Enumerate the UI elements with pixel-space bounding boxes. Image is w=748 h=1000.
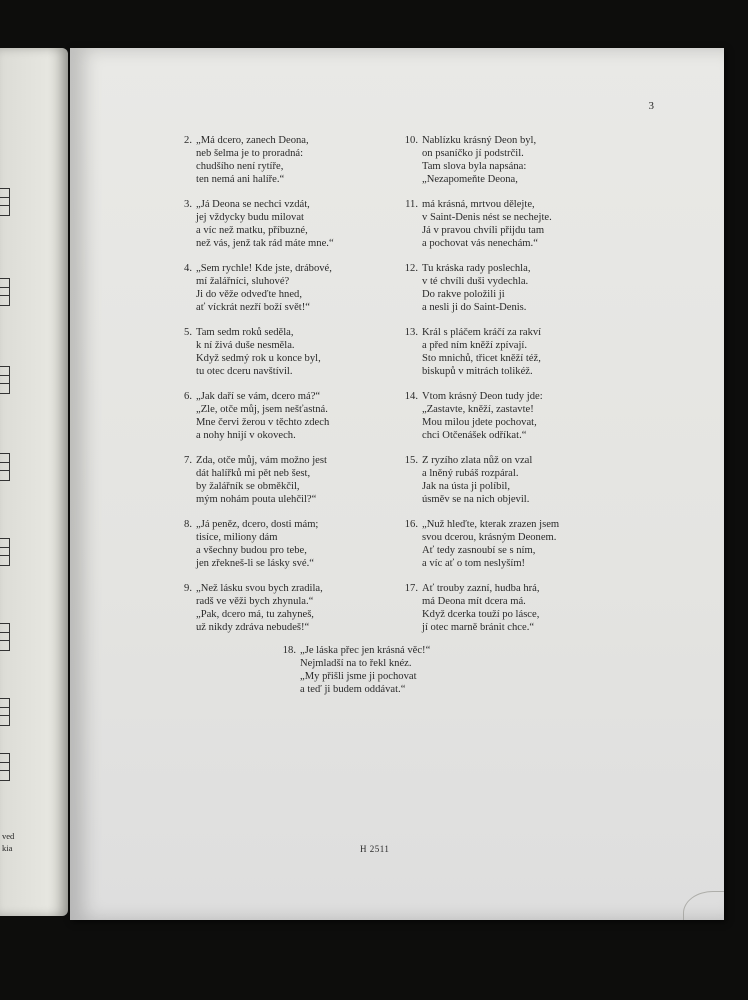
stanza-number: 4.: [184, 263, 192, 274]
stanza-number: 12.: [404, 263, 418, 274]
stanza-number: 6.: [184, 391, 192, 402]
left-page-edge: [0, 48, 68, 916]
stanza-number: 10.: [404, 135, 418, 146]
stanza-number: 2.: [184, 135, 192, 146]
stanza-number: 17.: [404, 583, 418, 594]
stanza-number: 13.: [404, 327, 418, 338]
music-staff-fragment: [0, 188, 10, 216]
stanza-number: 8.: [184, 519, 192, 530]
catalog-code: H 2511: [360, 844, 390, 854]
music-staff-fragment: [0, 538, 10, 566]
stanza-number: 3.: [184, 199, 192, 210]
page-number: 3: [648, 100, 654, 112]
left-page-text: ved kia: [2, 831, 15, 853]
music-staff-fragment: [0, 698, 10, 726]
music-staff-fragment: [0, 623, 10, 651]
stanza-number: 15.: [404, 455, 418, 466]
music-staff-fragment: [0, 278, 10, 306]
stanza-number: 16.: [404, 519, 418, 530]
stanza-number: 18.: [282, 645, 296, 656]
music-staff-fragment: [0, 453, 10, 481]
stanza-number: 5.: [184, 327, 192, 338]
page-corner: [683, 891, 724, 920]
music-staff-fragment: [0, 366, 10, 394]
stanza-number: 7.: [184, 455, 192, 466]
document-page: 3 2. „Má dcero, zanech Deona, neb šelma je to proradná: chudšího není rytíře, ten nemá ani halíře.“ 3. „Já Deona se nechci vzdát, jej vždycky budu milovat a víc než matku, příbuzné, než vás, jenž tak rád máte mne.“ 4. „Sem rychle! Kde jste, drábové, mí žalářníci, sluhové? Ji do věže odveďte hned, ať víckrát nezří boží svět!“ 5. Tam sedm roků seděla, k ní živá duše nesměla. Když sedmý rok u konce byl, tu otec dceru navštívil. 6. „Jak daří se vám, dcero má?“ „Zle, otče můj, jsem nešťastná. Mne červi žerou v těchto zdech a nohy hnijí v okovech. 7. Zda, otče můj, vám možno jest dát halířků mi pět neb šest, by žalářník se obměkčil, mým nohám pouta ulehčil?“ 8. „Já peněz, dcero, dosti mám; tisíce, miliony dám a všechny budou pro tebe, jen zřekneš-li se lásky své.“ 9. „Než lásku svou bych zradila, radš ve věži bych zhynula.“ „Pak, dcero má, tu zahyneš, už nikdy zdráva nebudeš!“ 10. Nablízku krásný Deon byl, on psaníčko jí podstrčil. Tam slova byla napsána: „Nezapomeňte Deona, 11. má krásná, mrtvou dělejte, v Saint-Denis nést se nechejte. Já v pravou chvíli přijdu tam a pochovat vás nenechám.“ 12. Tu kráska rady poslechla, v té chvíli duši vydechla. Do rakve položili ji a nesli ji do Saint-Denis. 13. Král s pláčem kráčí za rakví a před ním kněží zpívají. Sto mnichů, třicet kněží též, biskupů v mitrách tolikéž. 14. Vtom krásný Deon tudy jde: „Zastavte, kněží, zastavte! Mou milou jdete pochovat, chci Otčenášek odříkat.“ 15. Z ryzího zlata nůž on vzal a lněný rubáš rozpáral. Jak na ústa ji políbil, úsměv se na nich objevil. 16. „Nuž hleďte, kterak zrazen jsem svou dcerou, krásným Deonem. Ať tedy zasnoubí se s ním, a víc ať o tom neslyším! 17. Ať trouby zazní, hudba hrá, má Deona mít dcera má. Když dcerka touží po lásce, jí otec marně bránit chce.“ 18. „Je láska přec jen krásná věc!“ Nejmladší na to řekl knéz. „My přišli jsme ji pochovat a teď ji budem oddávat.“ H 2511: [70, 48, 724, 920]
stanza-number: 14.: [404, 391, 418, 402]
music-staff-fragment: [0, 753, 10, 781]
stanza-number: 9.: [184, 583, 192, 594]
stanza-number: 11.: [405, 199, 418, 210]
